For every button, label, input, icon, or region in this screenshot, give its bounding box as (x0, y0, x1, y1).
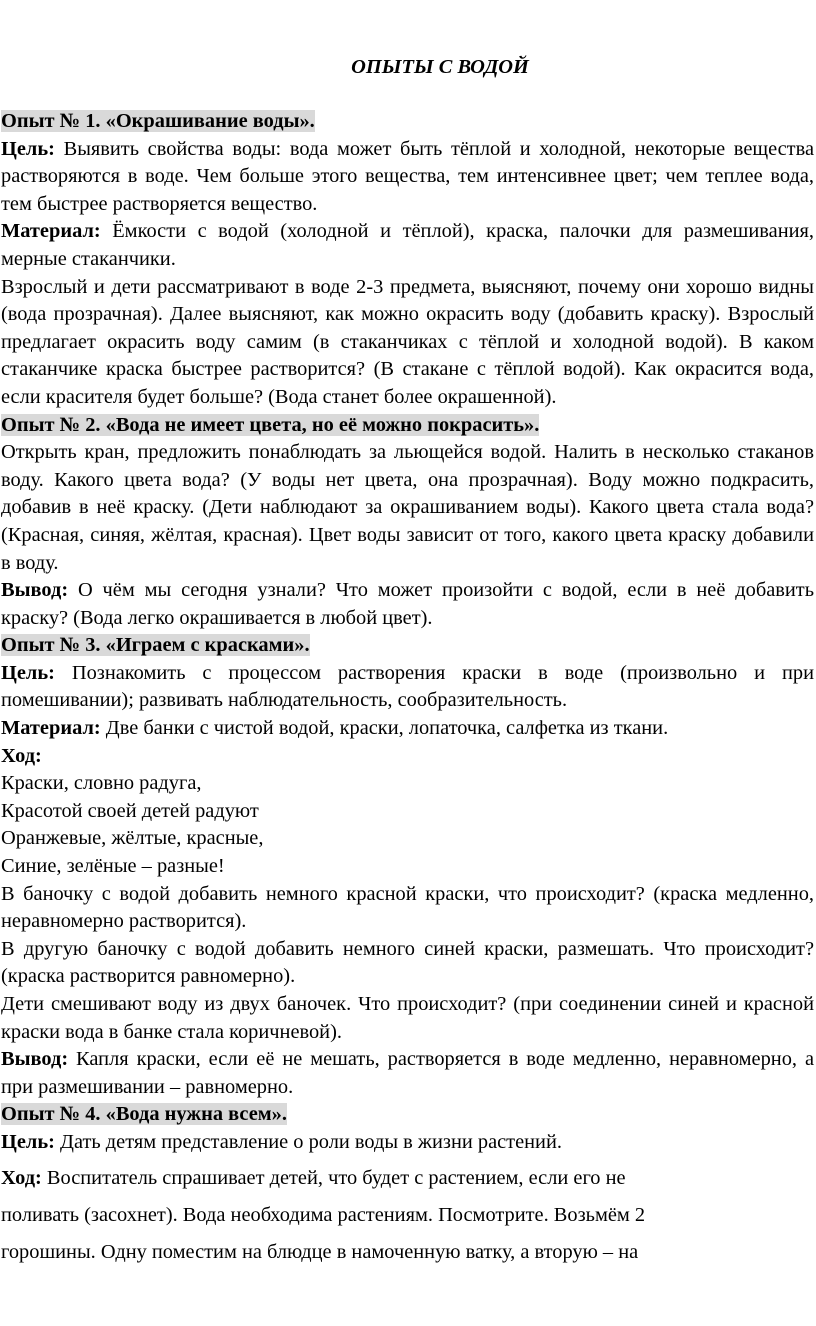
poem-line: Краски, словно радуга, (1, 772, 202, 795)
exp3-paragraph-3: Дети смешивают воду из двух баночек. Что происходит? (при соединении синей и красной краски вода в банке стала коричневой). (1, 993, 814, 1043)
exp4-goal-text: Дать детям представление о роли воды в жизни растений. (54, 1130, 562, 1153)
exp2-conclusion-text: О чём мы сегодня узнали? Что может произойти с водой, если в неё добавить краску? (Вода легко окрашивается в любой цвет). (1, 579, 814, 629)
exp3-heading: Опыт № 3. «Играем с красками». (1, 634, 310, 657)
poem-line: Синие, зелёные – разные! (1, 855, 225, 878)
exp1-material (1, 218, 814, 273)
exp1-body: Взрослый и дети рассматривают в воде 2-3 предмета, выясняют, почему они хорошо видны (вода прозрачная). Далее выясняют, как можно окрасить воду (добавить краску). Взрослый предлагает окрасить воду самим (в стаканчиках с тёплой и холодной водой). В каком стаканчике краска быстрее растворится? (В стакане с тёплой водой). Как окрасится вода, если красителя будет больше? (Вода станет более окрашенной). (1, 275, 814, 408)
exp1-goal-label: Цель: (1, 137, 55, 160)
exp4-heading: Опыт № 4. «Вода нужна всем». (1, 1103, 287, 1126)
exp4-course-line (1, 1160, 814, 1197)
exp3-course-label: Ход: (1, 744, 42, 767)
exp3-conclusion (1, 1046, 814, 1101)
exp4-goal-label: Цель: (1, 1130, 55, 1153)
exp3-goal-label: Цель: (1, 661, 55, 684)
exp3-conclusion-text: Капля краски, если её не мешать, растворяется в воде медленно, неравномерно, а при размешивании – равномерно. (1, 1048, 814, 1098)
exp1-goal-text: Выявить свойства воды: вода может быть тёплой и холодной, некоторые вещества растворяются в воде. Чем больше этого вещества, тем интенсивнее цвет; чем теплее вода, тем быстрее растворяется вещество. (1, 137, 814, 215)
exp3-paragraph-2: В другую баночку с водой добавить немного синей краски, размешать. Что происходит? (краска растворится равномерно). (1, 937, 814, 988)
exp1-material-label: Материал: (1, 220, 101, 243)
document-body (1, 108, 814, 1271)
exp4-course-label: Ход: (1, 1166, 42, 1189)
exp4-course-text: Воспитатель спрашивает детей, что будет с растением, если его не (41, 1166, 626, 1189)
exp3-conclusion-label: Вывод: (1, 1048, 69, 1071)
exp1-material-text: Ёмкости с водой (холодной и тёплой), краска, палочки для размешивания, мерные стаканчики. (1, 220, 814, 270)
exp4-goal (1, 1129, 814, 1157)
poem-line: Красотой своей детей радуют (1, 799, 259, 822)
exp3-paragraph-1: В баночку с водой добавить немного красной краски, что происходит? (краска медленно, неравномерно растворится). (1, 882, 814, 933)
document-title: ОПЫТЫ С ВОДОЙ (351, 56, 529, 78)
poem-line: Оранжевые, жёлтые, красные, (1, 827, 264, 850)
exp4-course-line: поливать (засохнет). Вода необходима растениям. Посмотрите. Возьмём 2 (1, 1203, 646, 1226)
exp3-goal (1, 660, 814, 715)
exp2-body: Открыть кран, предложить понаблюдать за льющейся водой. Налить в несколько стаканов воду. Какого цвета вода? (У воды нет цвета, она прозрачная). Воду можно подкрасить, добавив в неё краску. (Дети наблюдают за окрашиванием воды). Какого цвета стала вода? (Красная, синяя, жёлтая, красная). Цвет воды зависит от того, какого цвета краску добавили в воду. (1, 441, 814, 574)
exp4-course-line: горошины. Одну поместим на блюдце в намоченную ватку, а вторую – на (1, 1240, 639, 1263)
exp4-course (1, 1160, 814, 1271)
exp2-conclusion (1, 577, 814, 632)
exp3-goal-text: Познакомить с процессом растворения краски в воде (произвольно и при помешивании); развивать наблюдательность, сообразительность. (1, 661, 814, 712)
exp2-conclusion-label: Вывод: (1, 579, 69, 602)
exp3-material-label: Материал: (1, 717, 101, 740)
exp1-goal (1, 136, 814, 219)
exp3-material (1, 715, 814, 743)
exp3-material-text: Две банки с чистой водой, краски, лопаточка, салфетка из ткани. (100, 717, 669, 740)
exp2-heading: Опыт № 2. «Вода не имеет цвета, но её можно покрасить». (1, 413, 540, 436)
exp1-heading: Опыт № 1. «Окрашивание воды». (1, 110, 315, 132)
